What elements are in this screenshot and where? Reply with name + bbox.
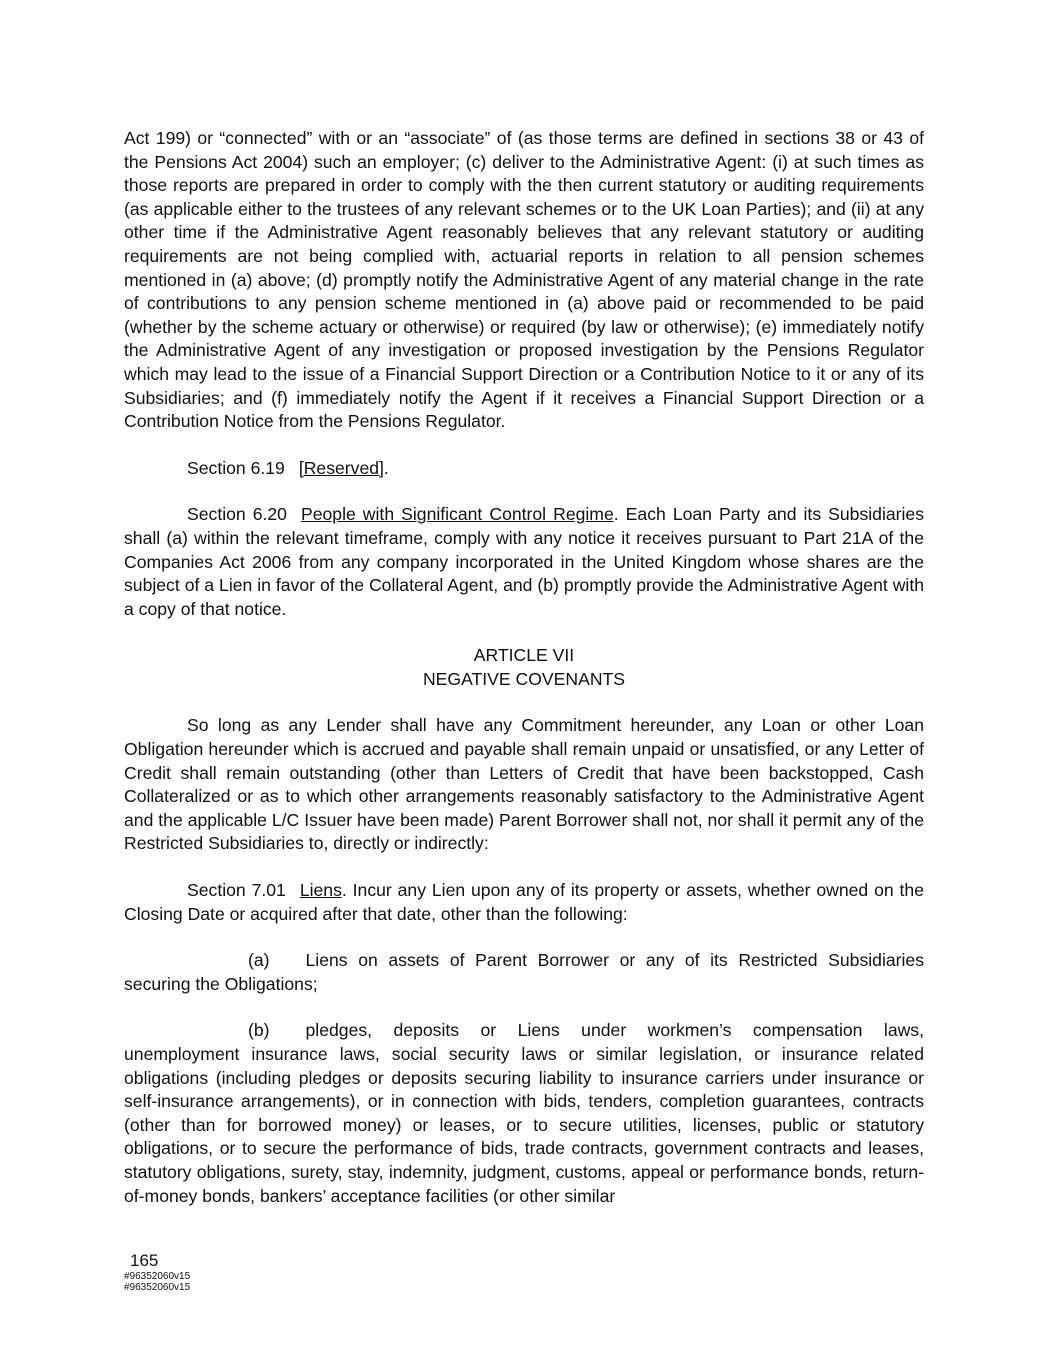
document-id: #96352060v15 bbox=[124, 1282, 191, 1293]
clause-label: (b) bbox=[248, 1020, 270, 1041]
section-title: [Reserved] bbox=[298, 457, 384, 478]
article-title: NEGATIVE COVENANTS bbox=[422, 668, 626, 689]
section-title: Liens bbox=[299, 880, 342, 901]
section-number: Section 6.20 bbox=[187, 504, 287, 525]
clause-body: pledges, deposits or Liens under workmen’s compensation laws, unemployment insurance laws, social security laws or similar legislation, or insurance related obligations (including pledges or deposits securing liability to insurance carriers under insurance or self-insurance arrangements), or in connection with bids, tenders, completion guarantees, contracts (other than for borrowed money) or leases, or to secure utilities, licenses, public or statutory obligations, or to secure the performance of bids, trade contracts, government contracts and leases, statutory obligations, surety, stay, indemnity, judgment, customs, appeal or performance bonds, return-of-money bonds, bankers’ acceptance facilities (or other similar bbox=[124, 1020, 924, 1206]
section-body: . Each Loan Party and its Subsidiaries shall (a) within the relevant timeframe, comply with any notice it receives pursuant to Part 21A of the Companies Act 2006 from any company incorporated in the United Kingdom whose shares are the subject of a Lien in favor of the Collateral Agent, and (b) promptly provide the Administrative Agent with a copy of that notice. bbox=[124, 504, 924, 619]
section-number: Section 6.19 bbox=[187, 457, 285, 478]
section-end: . bbox=[383, 457, 389, 478]
section-body: . Incur any Lien upon any of its property or assets, whether owned on the Closing Date or acquired after that date, other than the following: bbox=[124, 880, 924, 924]
page-footer bbox=[124, 1251, 190, 1293]
section-6-19 bbox=[124, 457, 924, 481]
page-number: 165 bbox=[130, 1251, 159, 1270]
section-6-20 bbox=[124, 503, 924, 621]
paragraph-pensions: Act 199) or “connected” with or an “associate” of (as those terms are defined in sections 38 or 43 of the Pensions Act 2004) such an employer; (c) deliver to the Administrative Agent: (i) at such times as those reports are prepared in order to comply with the then current statutory or auditing requirements (as applicable either to the trustees of any relevant schemes or to the UK Loan Parties); and (ii) at any other time if the Administrative Agent reasonably believes that any relevant statutory or auditing requirements are not being complied with, actuarial reports in relation to all pension schemes mentioned in (a) above; (d) promptly notify the Administrative Agent of any material change in the rate of contributions to any pension scheme mentioned in (a) above paid or recommended to be paid (whether by the scheme actuary or otherwise) or required (by law or otherwise); (e) immediately notify the Administrative Agent of any investigation or proposed investigation by the Pensions Regulator which may lead to the issue of a Financial Support Direction or a Contribution Notice to it or any of its Subsidiaries; and (f) immediately notify the Agent if it receives a Financial Support Direction or a Contribution Notice from the Pensions Regulator. bbox=[124, 128, 924, 432]
clause-label: (a) bbox=[248, 950, 270, 971]
article-number: ARTICLE VII bbox=[473, 645, 575, 666]
clause-b bbox=[124, 1019, 924, 1208]
section-7-01 bbox=[124, 879, 924, 926]
clause-body: Liens on assets of Parent Borrower or any of its Restricted Subsidiaries securing the Obligations; bbox=[124, 950, 924, 994]
section-title: People with Significant Control Regime bbox=[300, 504, 614, 525]
clause-a bbox=[124, 949, 924, 996]
paragraph-article-intro: So long as any Lender shall have any Commitment hereunder, any Loan or other Loan Obligation hereunder which is accrued and payable shall remain unpaid or unsatisfied, or any Letter of Credit shall remain outstanding (other than Letters of Credit that have been backstopped, Cash Collateralized or as to which other arrangements reasonably satisfactory to the Administrative Agent and the applicable L/C Issuer have been made) Parent Borrower shall not, nor shall it permit any of the Restricted Subsidiaries to, directly or indirectly: bbox=[124, 715, 924, 854]
document-id: #96352060v15 bbox=[124, 1271, 191, 1282]
document-page bbox=[124, 127, 924, 1208]
section-number: Section 7.01 bbox=[187, 880, 286, 901]
article-heading bbox=[124, 644, 924, 691]
